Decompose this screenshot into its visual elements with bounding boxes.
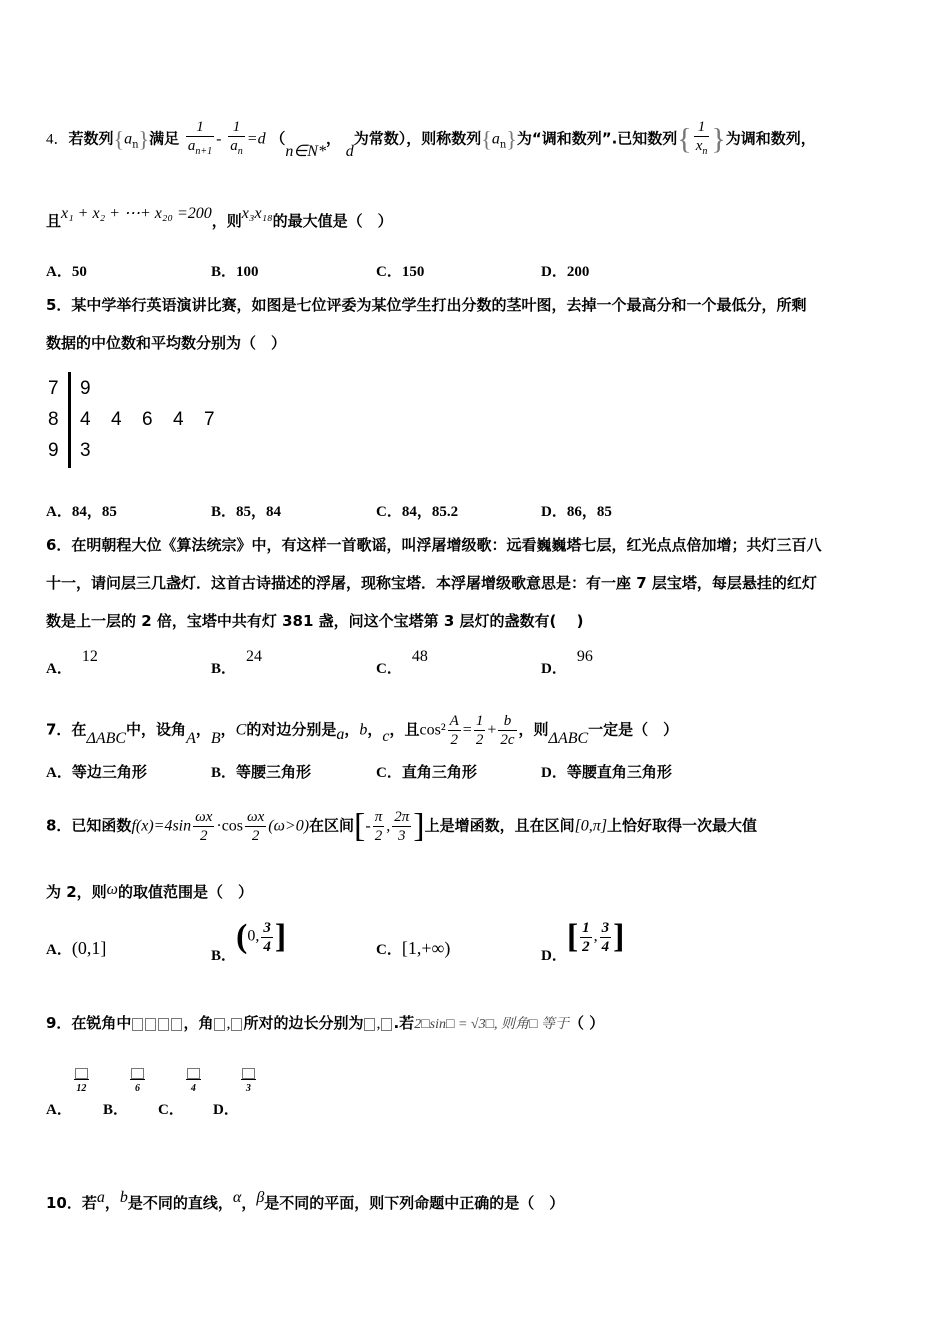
q4-number: 4． (46, 131, 69, 148)
stem-divider (68, 372, 71, 468)
q6-option-d[interactable]: D．96 (541, 648, 593, 677)
stem-row: 8 4 4 6 4 7 (48, 409, 215, 430)
stem-leaf-plot (48, 373, 235, 466)
q8-option-b[interactable]: B．(0, $\frac{3}{4}$ ] (211, 918, 287, 965)
stem-row: 7 9 (48, 378, 91, 399)
q9-expr: 2□sin□ = √3□, 则角□ 等于 (414, 1017, 569, 1032)
q7-option-a[interactable]: A．等边三角形 (46, 765, 147, 781)
q8-line1: 8．已知函数f(x)=4sin $\frac{\omega x}{2}$ ·cos $\frac{\omega x}{2}$ (ω>0)在区间[- $\frac{\pi}{2}$ , $\frac{2\pi}{3}$ ]上是增函数，且在区间[0,π]上恰好取得一次最大值 (46, 807, 758, 845)
q9-option-d[interactable]: D． 3 (213, 1068, 258, 1098)
q5-line1: 5．某中学举行英语演讲比赛，如图是七位评委为某位学生打出分数的茎叶图，去掉一个最高分和一个最低分，所剩 (46, 296, 807, 314)
q4-line2: 且x₁ + x₂ + ⋯+ x₂₀ =200，则x₃x₁₈的最大值是（ ） (46, 205, 393, 230)
q9-option-c[interactable]: C． 4 (158, 1068, 203, 1098)
q8-option-d[interactable]: D．[ $\frac{1}{2}$ , $\frac{3}{4}$ ] (541, 918, 625, 965)
q7-option-d[interactable]: D．等腰直角三角形 (541, 765, 672, 781)
q6-option-a[interactable]: A．12 (46, 648, 98, 677)
q4-option-c[interactable]: C．150 (376, 264, 425, 280)
stem-row: 9 3 (48, 440, 91, 461)
q4-sum-expr: x₁ + x₂ + ⋯+ x₂₀ =200 (61, 205, 212, 222)
q4-option-a[interactable]: A．50 (46, 264, 87, 280)
q8-option-c[interactable]: C．[1,+∞) (376, 938, 451, 958)
q4-frac2: $\frac{1}{a_n}$ (230, 119, 243, 157)
q8-line2: 为 2，则ω的取值范围是（ ） (46, 881, 253, 901)
q7-option-b[interactable]: B．等腰三角形 (211, 765, 312, 781)
q6-line3: 数是上一层的 2 倍，宝塔中共有灯 381 盏，问这个宝塔第 3 层灯的盏数有( ) (46, 612, 584, 630)
q10-line1: 10．若a，b是不同的直线，α，β是不同的平面，则下列命题中正确的是（ ） (46, 1189, 565, 1212)
q8-option-a[interactable]: A．(0,1] (46, 938, 107, 958)
q4-option-d[interactable]: D．200 (541, 264, 590, 280)
q5-option-a[interactable]: A．84，85 (46, 504, 117, 520)
q7-line1: 7．在ΔABC中，设角A，B，C的对边分别是a，b，c，且cos² $\frac{A}{2}$ = $\frac{1}{2}$ + $\frac{b}{2c}$ ，则ΔABC一定是（ ） (46, 713, 679, 748)
q4-line1: 4．若数列$\{a_n\}$满足 $\frac{1}{a_{n+1}}$ - $\frac{1}{a_n}$ =d （n∈N*， d为常数），则称数列$\{a_n\}$为“调和数列”.已知数列{ $\frac{1}{x_n}$ }为调和数列， (46, 119, 816, 160)
q5-option-d[interactable]: D．86，85 (541, 504, 612, 520)
q5-line2: 数据的中位数和平均数分别为（ ） (46, 334, 287, 352)
q9-option-a[interactable]: A． 12 (46, 1068, 91, 1098)
q4-option-b[interactable]: B．100 (211, 264, 259, 280)
q9-option-b[interactable]: B． 6 (103, 1068, 147, 1098)
q5-option-c[interactable]: C．84，85.2 (376, 504, 459, 520)
q6-line1: 6．在明朝程大位《算法统宗》中，有这样一首歌谣，叫浮屠增级歌：远看巍巍塔七层，红光点点倍加增；共灯三百八 (46, 536, 822, 554)
q9-line1: 9．在锐角中 ，角 , 所对的边长分别为 , .若2□sin□ = √3□, 则角□ 等于（ ） (46, 1014, 605, 1032)
q7-option-c[interactable]: C．直角三角形 (376, 765, 477, 781)
q4-prod-expr: x₃x₁₈ (241, 205, 273, 222)
q5-option-b[interactable]: B．85，84 (211, 504, 282, 520)
q6-option-b[interactable]: B．24 (211, 648, 263, 677)
q6-line2: 十一，请问层三几盏灯．这首古诗描述的浮屠，现称宝塔．本浮屠增级歌意思是：有一座 7 层宝塔，每层悬挂的红灯 (46, 574, 817, 592)
q4-frac1: $\frac{1}{a_{n+1}}$ (187, 119, 213, 157)
q6-option-c[interactable]: C．48 (376, 648, 428, 677)
